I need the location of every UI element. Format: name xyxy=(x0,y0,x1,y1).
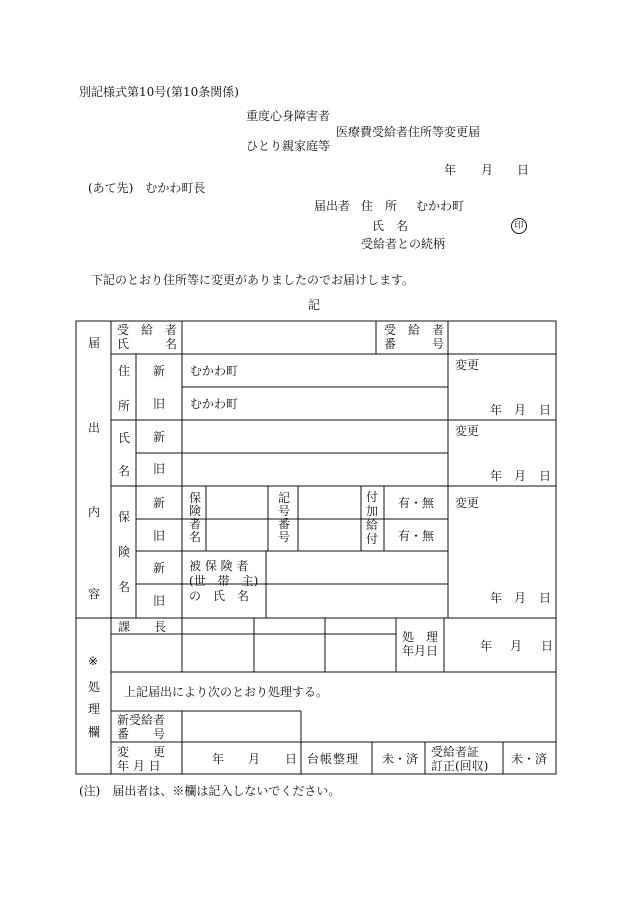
insurance-label-1: 保 xyxy=(118,510,131,524)
address-label-1: 住 xyxy=(118,364,131,378)
header-date-day: 日 xyxy=(517,163,530,177)
name-label-2: 名 xyxy=(118,464,131,478)
section-label-4: 容 xyxy=(88,587,101,601)
address-old-label: 旧 xyxy=(153,397,166,411)
applicant-label: 届出者 xyxy=(314,199,351,213)
form-title: 医療費受給者住所等変更届 xyxy=(336,125,481,139)
ledger-label: 台帳整理 xyxy=(307,752,360,766)
insurance-label-3: 名 xyxy=(118,580,131,594)
insurer-name-label: 保険者名 xyxy=(189,491,202,544)
recipient-number-label: 受 給 者 番 号 xyxy=(384,323,445,352)
processing-mark: ※ xyxy=(88,654,99,668)
applicant-address-value[interactable]: むかわ町 xyxy=(416,199,465,213)
name-change-month: 月 xyxy=(514,469,527,483)
insurance-change-month: 月 xyxy=(514,591,527,605)
form-number: 別記様式第10号(第10条関係) xyxy=(79,85,239,99)
address-change-month: 月 xyxy=(514,403,527,417)
seal-mark: 印 xyxy=(511,218,527,234)
insured-old-label: 旧 xyxy=(153,594,166,608)
name-label-1: 氏 xyxy=(118,431,131,445)
processing-date-year: 年 xyxy=(480,639,493,653)
cert-status[interactable]: 未・済 xyxy=(511,752,548,766)
addressee: (あて先) むかわ町長 xyxy=(88,181,206,195)
name-old-label: 旧 xyxy=(153,462,166,476)
section-label-3: 内 xyxy=(88,505,101,519)
insurance-change-day: 日 xyxy=(539,591,552,605)
insured-label: 被 保 険 者 (世 帯 主) の 氏 名 xyxy=(189,559,259,603)
processing-date-month: 月 xyxy=(510,639,523,653)
insurance-label-2: 険 xyxy=(118,545,131,559)
ki-heading: 記 xyxy=(308,298,321,312)
ledger-status[interactable]: 未・済 xyxy=(382,752,419,766)
new-number-label: 新受給者 番 号 xyxy=(117,713,166,742)
applicant-name-label: 氏 名 xyxy=(372,219,409,233)
header-date-year: 年 xyxy=(444,163,457,177)
relation-label: 受給者との続柄 xyxy=(361,237,446,251)
address-change-label: 変更 xyxy=(455,358,480,372)
address-new-label: 新 xyxy=(153,364,166,378)
intro-text: 下記のとおり住所等に変更がありましたのでお届けします。 xyxy=(91,273,415,287)
section-chief-label: 課 長 xyxy=(118,620,167,634)
processing-label-2: 理 xyxy=(88,702,101,716)
name-new-label: 新 xyxy=(153,430,166,444)
address-new-value[interactable]: むかわ町 xyxy=(190,364,239,378)
processing-note: 上記届出により次のとおり処理する。 xyxy=(124,685,329,699)
change-date-year: 年 xyxy=(212,752,225,766)
benefit-new-yes-no[interactable]: 有・無 xyxy=(398,496,435,510)
footer-note: (注) 届出者は、※欄は記入しないでください。 xyxy=(79,784,341,798)
recipient-name-label: 受 給 者 氏 名 xyxy=(117,323,178,352)
name-change-day: 日 xyxy=(539,469,552,483)
header-date-month: 月 xyxy=(481,163,494,177)
insured-new-label: 新 xyxy=(153,561,166,575)
address-change-year: 年 xyxy=(490,403,503,417)
subject-line-3: ひとり親家庭等 xyxy=(246,139,331,153)
insurance-change-label: 変更 xyxy=(455,496,480,510)
benefit-old-yes-no[interactable]: 有・無 xyxy=(398,529,435,543)
address-label-2: 所 xyxy=(118,399,131,413)
change-date-label: 変 更 年 月 日 xyxy=(117,745,166,774)
name-change-year: 年 xyxy=(490,469,503,483)
change-date-day: 日 xyxy=(285,752,298,766)
name-change-label: 変更 xyxy=(455,424,480,438)
address-old-value[interactable]: むかわ町 xyxy=(190,397,239,411)
processing-label-1: 処 xyxy=(88,680,101,694)
address-change-day: 日 xyxy=(539,403,552,417)
subject-line-1: 重度心身障害者 xyxy=(246,109,331,123)
processing-label-3: 欄 xyxy=(88,725,101,739)
symbol-number-label: 記号番号 xyxy=(278,491,291,544)
insurance-new-label: 新 xyxy=(153,496,166,510)
processing-date-day: 日 xyxy=(541,639,554,653)
insurance-change-year: 年 xyxy=(490,591,503,605)
benefit-label: 付加給付 xyxy=(366,490,379,546)
applicant-address-label: 住 所 xyxy=(361,199,398,213)
section-label-2: 出 xyxy=(88,421,101,435)
processing-date-label: 処 理 年月日 xyxy=(402,630,439,659)
change-date-month: 月 xyxy=(248,752,261,766)
cert-label: 受給者証 訂正(回収) xyxy=(431,745,489,774)
insurance-old-label: 旧 xyxy=(153,529,166,543)
section-label-1: 届 xyxy=(88,336,101,350)
